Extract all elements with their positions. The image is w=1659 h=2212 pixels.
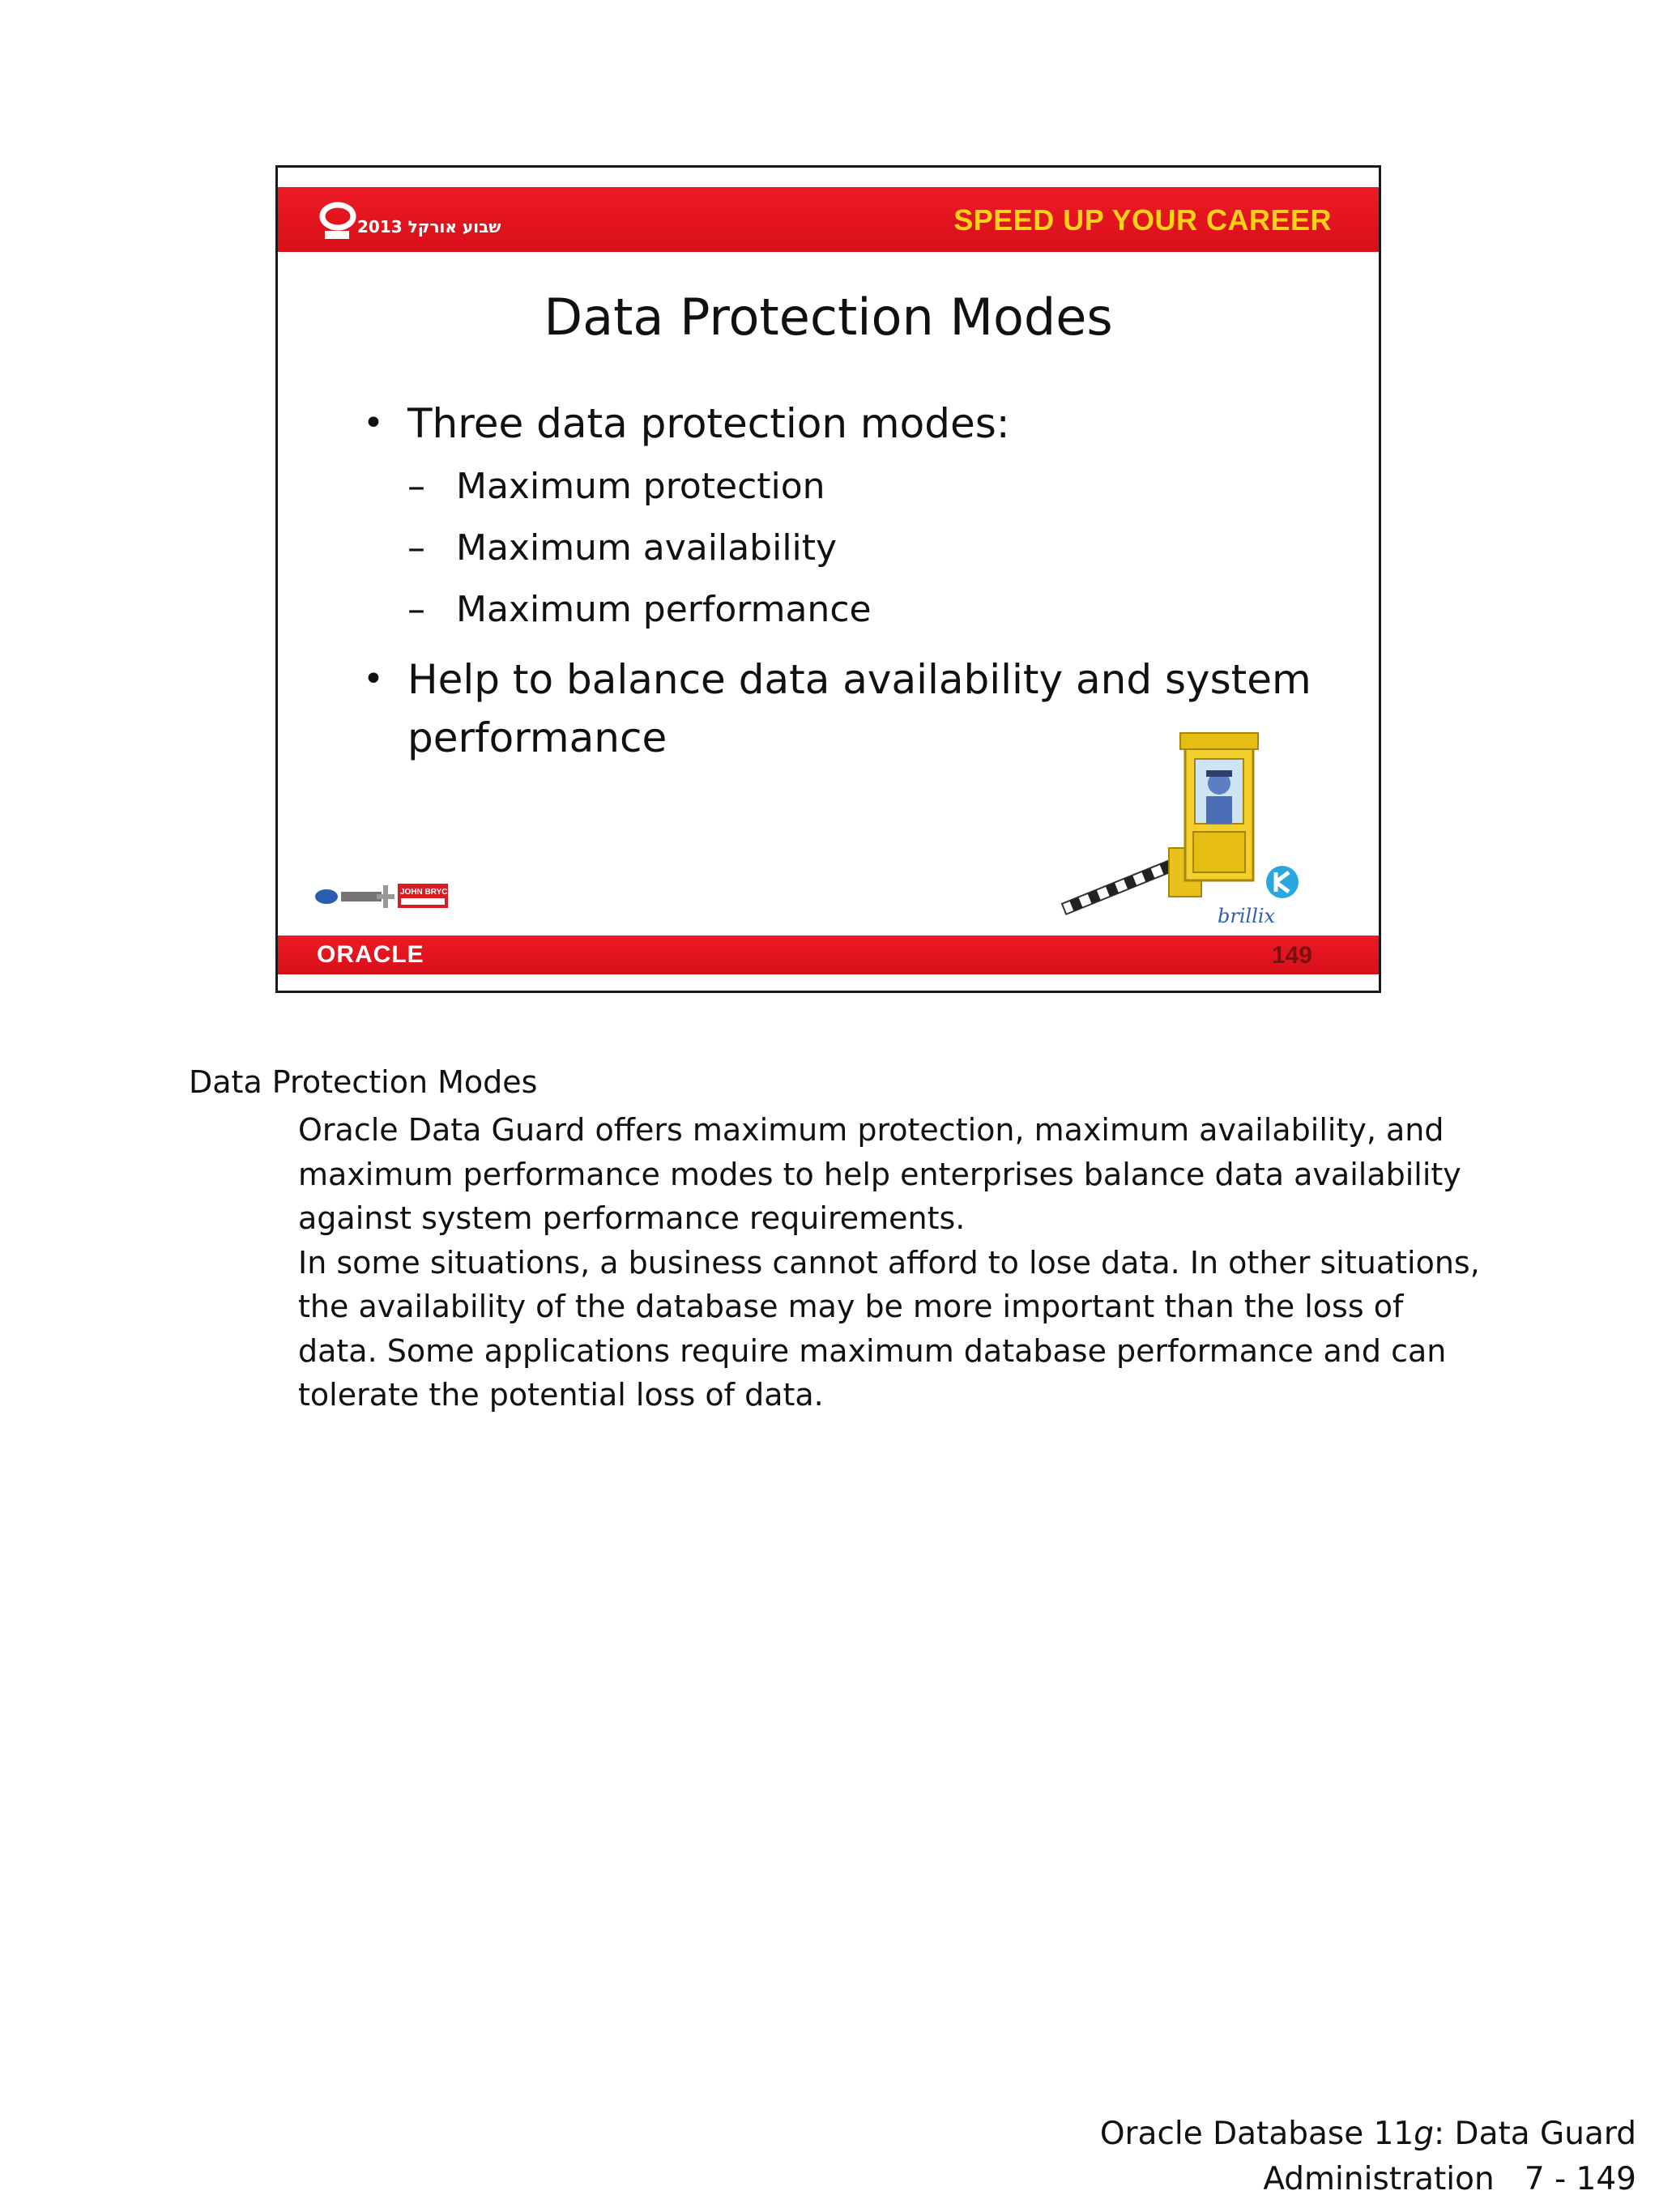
partner-logo-text: JOHN BRYCE (400, 888, 454, 897)
notes-paragraph: Oracle Data Guard offers maximum protection, maximum availability, and maximum performance modes to help enterprises balance data availability against system performance requirements. (298, 1112, 1461, 1236)
slide-sub-item (407, 579, 1319, 641)
slide-number: 149 (1271, 942, 1312, 969)
slide-title: Data Protection Modes (544, 288, 1113, 347)
slide-sub-list (407, 456, 1319, 641)
footer-course-italic: g (1414, 2116, 1434, 2152)
footer-course-prefix: Oracle Database 11 (1099, 2116, 1414, 2152)
slide-tagline: SPEED UP YOUR CAREER (953, 203, 1332, 237)
brillix-logo-icon (1218, 864, 1315, 929)
slide-sub-item (407, 456, 1319, 518)
slide-bullet-text: Three data protection modes: (407, 400, 1010, 447)
dash-icon: – (407, 589, 425, 630)
brillix-logo-text: brillix (1218, 905, 1276, 927)
slide-footer-bar (278, 936, 1379, 974)
oracle-week-logo-icon (318, 198, 501, 244)
slide-sub-item-text: Maximum protection (456, 466, 825, 507)
brand-logo-text: שבוע אורקל 2013 (357, 217, 501, 237)
slide-header-bar (278, 187, 1379, 252)
slide-bullet (363, 394, 1319, 641)
page-footer (1100, 2112, 1636, 2202)
notes-heading: Data Protection Modes (189, 1064, 538, 1100)
slide (275, 165, 1381, 993)
footer-course-suffix: : Data Guard (1434, 2116, 1636, 2152)
dash-icon: – (407, 527, 425, 569)
slide-sub-item-text: Maximum availability (456, 527, 838, 569)
footer-line-1 (1100, 2112, 1636, 2157)
partner-logos-icon (313, 880, 454, 913)
slide-bullet-list (363, 394, 1319, 767)
dash-icon: – (407, 466, 425, 507)
notes-body (298, 1108, 1481, 1417)
bullet-dot-icon: • (363, 658, 384, 700)
oracle-logo: ORACLE (317, 941, 424, 968)
slide-sub-item (407, 518, 1319, 579)
footer-line-2: Administration 7 - 149 (1263, 2161, 1636, 2197)
notes-paragraph: In some situations, a business cannot afford to lose data. In other situations, the availability of the database may be more important than the loss of data. Some applications require maximum database performance and can tolerate the potential loss of data. (298, 1244, 1480, 1413)
slide-bullet-text: Help to balance data availability and system performance (407, 656, 1311, 761)
slide-sub-item-text: Maximum performance (456, 589, 872, 630)
bullet-dot-icon: • (363, 403, 384, 444)
